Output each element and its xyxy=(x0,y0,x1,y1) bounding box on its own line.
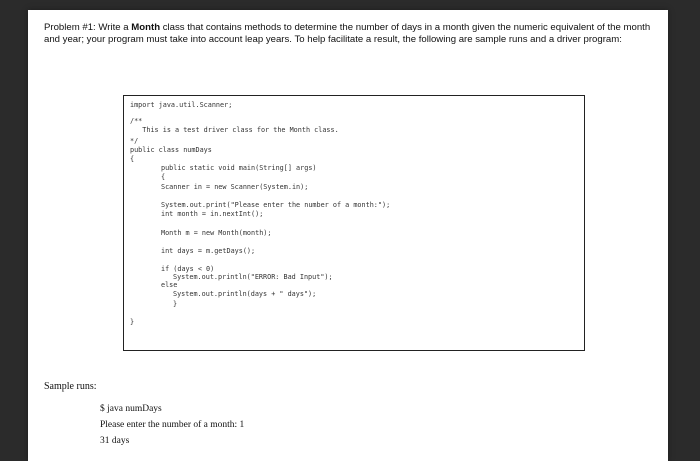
class-name-bold: Month xyxy=(131,22,161,33)
code-line: { xyxy=(130,155,135,163)
code-line: int days = m.getDays(); xyxy=(161,247,256,255)
problem-statement xyxy=(44,22,656,46)
code-line: System.out.println(days + " days"); xyxy=(173,290,317,298)
code-listing xyxy=(123,95,585,351)
code-line: System.out.println("ERROR: Bad Input"); xyxy=(173,273,333,281)
sample-run-line: $ java numDays xyxy=(100,404,162,414)
code-line: /** xyxy=(130,117,143,125)
code-line: public class numDays xyxy=(130,146,212,154)
code-line: int month = in.nextInt(); xyxy=(161,210,264,218)
code-line: This is a test driver class for the Month class. xyxy=(130,126,339,134)
sample-run-line: Please enter the number of a month: 1 xyxy=(100,420,245,430)
document-page xyxy=(28,10,668,461)
code-line: */ xyxy=(130,137,139,145)
problem-rest: class that contains methods to determine the number of days in a month given the numeric equivalent of the month and year; your program must take into account leap years. To help facilitate a result, the following are sample runs and a driver program: xyxy=(44,22,651,45)
code-line: import java.util.Scanner; xyxy=(130,101,233,109)
sample-run-line: 31 days xyxy=(100,436,130,446)
code-line: public static void main(String[] args) xyxy=(161,164,317,172)
code-line: { xyxy=(161,173,166,181)
code-line: } xyxy=(173,300,178,308)
problem-intro: Problem #1: Write a xyxy=(44,22,132,33)
code-line: Month m = new Month(month); xyxy=(161,229,272,237)
code-line: else xyxy=(161,281,178,289)
code-line: Scanner in = new Scanner(System.in); xyxy=(161,183,309,191)
code-line: System.out.print("Please enter the number of a month:"); xyxy=(161,201,391,209)
sample-runs-label: Sample runs: xyxy=(44,381,97,392)
code-line: if (days < 0) xyxy=(161,265,215,273)
code-line: } xyxy=(130,318,135,326)
